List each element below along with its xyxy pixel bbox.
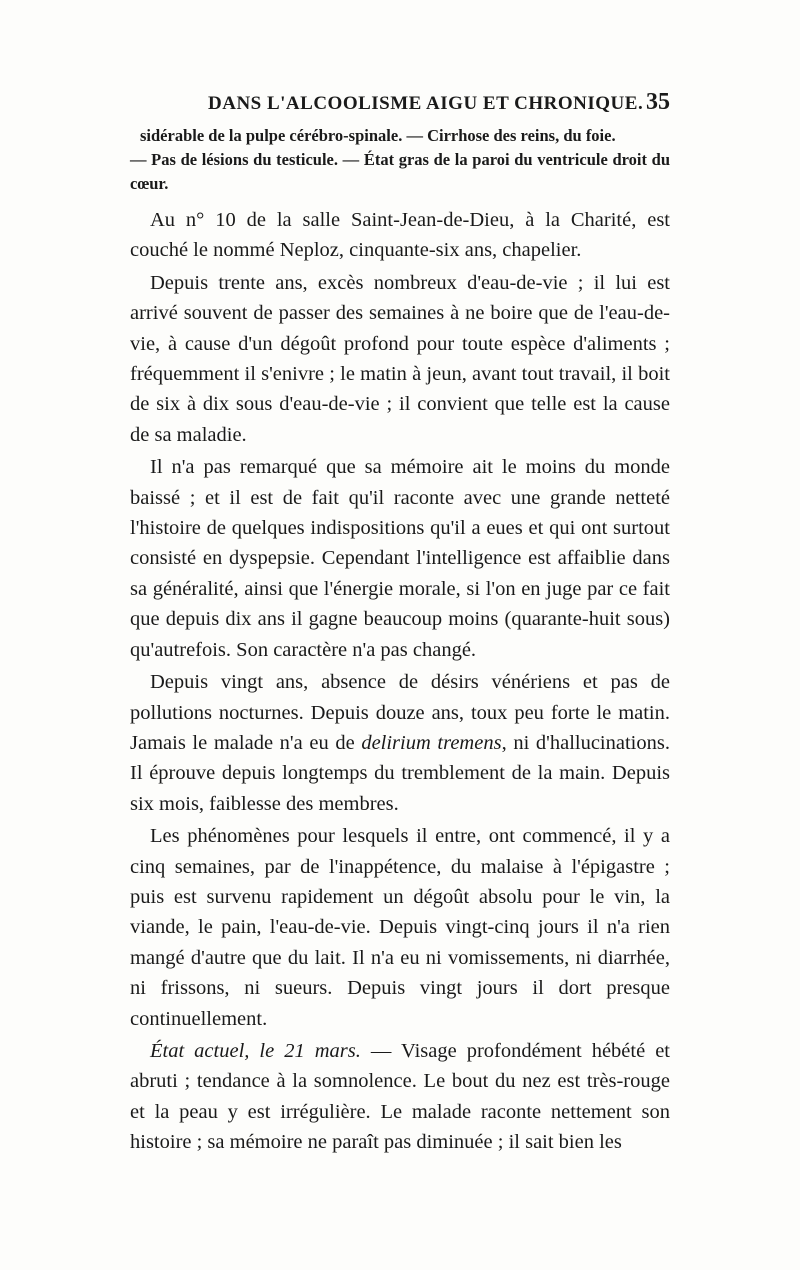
- paragraph: Il n'a pas remarqué que sa mémoire ait le moins du monde baissé ; et il est de fait qu'il raconte avec une grande netteté l'histoire de quelques indispositions qu'il a eues et qui ont surtout consisté en dyspepsie. Cependant l'intelligence est affaiblie dans sa généralité, ainsi que l'énergie morale, si l'on en juge par ce fait que depuis dix ans il gagne beaucoup moins (quarante-huit sous) qu'autrefois. Son caractère n'a pas changé.: [130, 456, 670, 661]
- text-run: Depuis vingt ans, absence de désirs vénériens et pas de pollutions nocturnes. Depuis douze ans, toux peu forte le matin. Jamais le malade n'a eu de: [130, 671, 670, 754]
- page-header: [130, 89, 670, 121]
- case-note-continuation: [130, 124, 670, 196]
- text-run: , ni d'hallucinations. Il éprouve depuis longtemps du tremblement de la main. Depuis six mois, faiblesse des membres.: [130, 731, 670, 815]
- paragraph: [130, 667, 670, 819]
- italic-term: delirium tremens: [361, 731, 502, 754]
- italic-heading: État actuel, le 21 mars.: [150, 1039, 361, 1062]
- paragraph: [130, 1036, 670, 1158]
- main-text: [130, 205, 670, 1158]
- paragraph: Au n° 10 de la salle Saint-Jean-de-Dieu, à la Charité, est couché le nommé Neploz, cinquante-six ans, chapelier.: [130, 209, 670, 262]
- text-run: — Visage profondément hébété et abruti ; tendance à la somnolence. Le bout du nez est très-rouge et la peau y est irrégulière. Le malade raconte nettement son histoire ; sa mémoire ne paraît pas diminuée ; il sait bien les: [130, 1039, 670, 1154]
- note-line: — Pas de lésions du testicule. — État gras de la paroi du ventricule droit du cœur.: [130, 150, 670, 193]
- page-number: 35: [646, 89, 670, 115]
- note-line: sidérable de la pulpe cérébro-spinale. — Cirrhose des reins, du foie.: [140, 126, 616, 145]
- paragraph: Depuis trente ans, excès nombreux d'eau-de-vie ; il lui est arrivé souvent de passer des semaines à ne boire que de l'eau-de-vie, à cause d'un dégoût profond pour toute espèce d'aliments ; fréquemment il s'enivre ; le matin à jeun, avant tout travail, il boit de six à dix sous d'eau-de-vie ; il convient que telle est la cause de sa maladie.: [130, 271, 670, 446]
- running-head: DANS L'ALCOOLISME AIGU ET CHRONIQUE.: [208, 93, 644, 114]
- paragraph: Les phénomènes pour lesquels il entre, ont commencé, il y a cinq semaines, par de l'inappétence, du malaise à l'épigastre ; puis est survenu rapidement un dégoût absolu pour le vin, la viande, le pain, l'eau-de-vie. Depuis vingt-cinq jours il n'a rien mangé d'autre que du lait. Il n'a eu ni vomissements, ni diarrhée, ni frissons, ni sueurs. Depuis vingt jours il dort presque continuellement.: [130, 825, 670, 1030]
